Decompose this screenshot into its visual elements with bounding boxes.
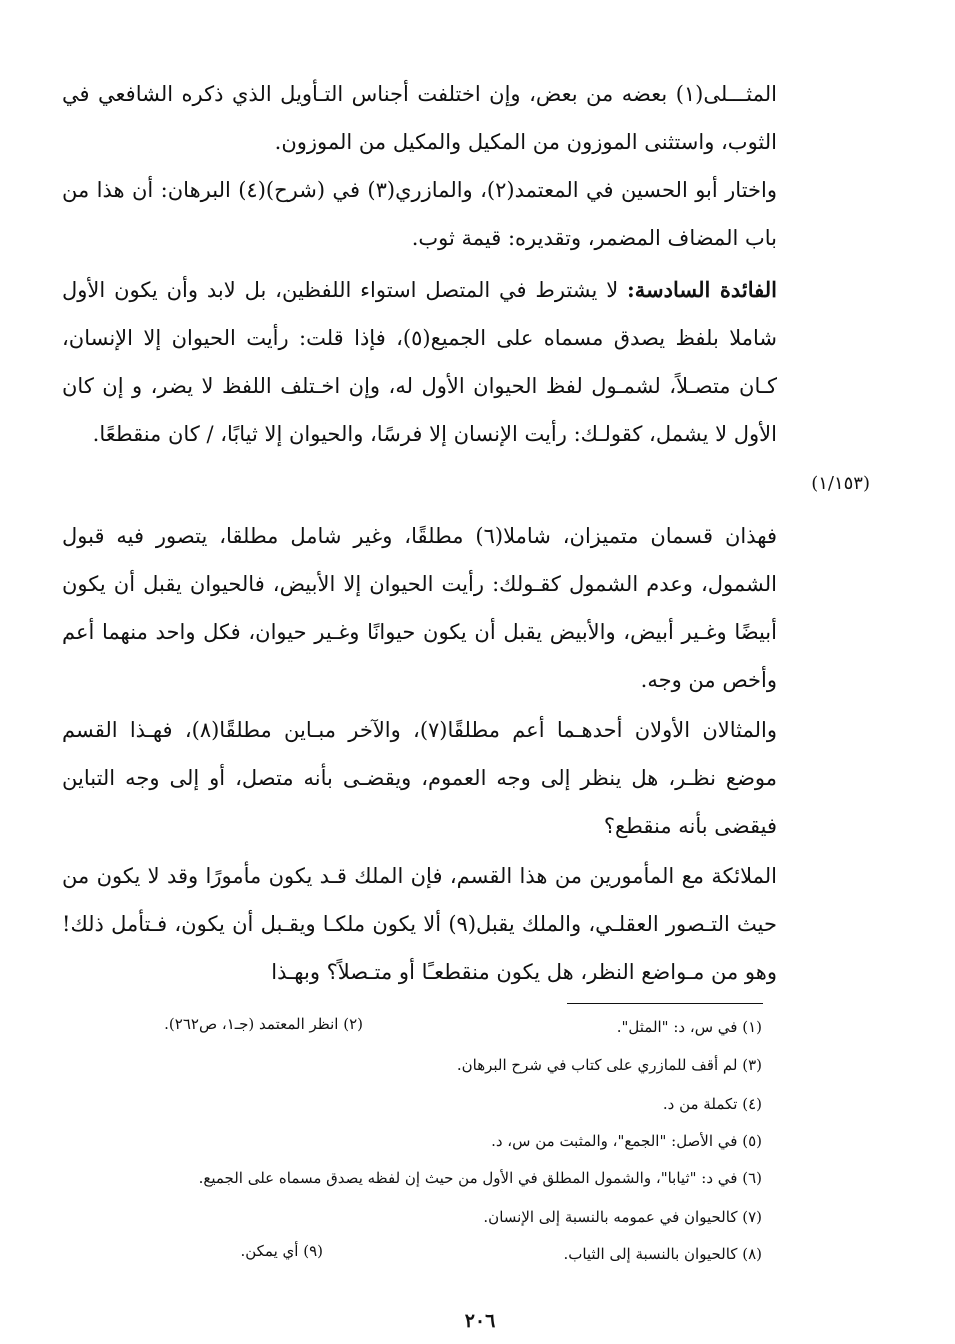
footnote-2: (٢) انظر المعتمد (جـ١، ص٢٦٢). — [164, 1015, 363, 1033]
section-text: لا يشترط في المتصل استواء اللفظين، بل لابد وأن يكون الأول شاملا بلفظ يصدق مسماه على الجميع(٥)، فإذا قلت: رأيت الحيوان إلا الإنسان، كـان متصـلاً، لشمـول لفظ الحيوان الأول له، وإن اخـتلف اللفظ لا يضر، و إن كان الأول لا يشمل، كقولـك: رأيت الإنسان إلا فرسًا، والحيوان إلا ثيابًا، / كان منقطعًا. — [62, 278, 777, 446]
footnote-4: (٤) تكملة من د. — [662, 1095, 762, 1113]
footnote-separator — [567, 1003, 763, 1004]
footnote-5: (٥) في الأصل: "الجمع"، والمثبت من س، د. — [491, 1132, 762, 1150]
footnote-6: (٦) في د: "ثيابا"، والشمول المطلق في الأول من حيث إن لفظه يصدق مسماه على الجميع. — [198, 1169, 762, 1187]
paragraph-6: الملائكة مع المأمورين من هذا القسم، فإن الملك قـد يكون مأمورًا وقد لا يكون من حيث التـصور العقلـي، والملك يقبل(٩) ألا يكون ملكـا ويقـبل أن يكون، فـتأمل ذلك! وهو من مـواضع النظر، هل يكون منقطعـًا أو متـصلاً؟ وبهـذا — [62, 864, 777, 984]
section-sixth-benefit — [62, 266, 777, 458]
paragraph-2: واختار أبو الحسين في المعتمد(٢)، والمازري(٣) في (شرح)(٤) البرهان: أن هذا من باب المضاف المضمر، وتقديره: قيمة ثوب. — [62, 178, 777, 250]
footnote-1: (١) في س، د: "المثل". — [616, 1018, 762, 1036]
margin-folio-reference: (١/١٥٣) — [811, 473, 870, 494]
footnote-7: (٧) كالحيوان في عمومه بالنسبة إلى الإنسان. — [483, 1208, 762, 1226]
paragraph-1: المثـــلى(١) بعضه من بعض، وإن اختلفت أجناس التـأويل الذي ذكره الشافعي في الثوب، واستثنى الموزون من المكيل والمكيل من الموزون. — [62, 82, 777, 154]
page-number: ٢٠٦ — [464, 1310, 496, 1332]
section-heading: الفائدة السادسة: — [627, 277, 777, 302]
footnote-9: (٩) أي يمكن. — [240, 1242, 323, 1260]
footnote-3: (٣) لم أقف للمازري على كتاب في شرح البرهان. — [456, 1056, 762, 1074]
paragraph-4: فهذان قسمان متميزان، شاملا(٦) مطلقًا، وغير شامل مطلقا، يتصور فيه قبول الشمول، وعدم الشمول كقـولك: رأيت الحيوان إلا الأبيض، فالحيوان يقبل أن يكون أبيضًا وغـير أبيض، والأبيض يقبل أن يكون حيوانًا وغـير حيوان، فكل واحد منهما أعم وأخص من وجه. — [62, 524, 777, 692]
paragraph-5: والمثالان الأولان أحدهـما أعم مطلقًا(٧)، والآخر مبـاين مطلقًا(٨)، فهـذا القسم موضع نظـر، هل ينظر إلى وجه العموم، ويقضـى بأنه متصل، أو إلى وجه التباين فيقضى بأنه منقطع؟ — [62, 718, 777, 838]
footnote-8: (٨) كالحيوان بالنسبة إلى الثياب. — [563, 1245, 762, 1263]
